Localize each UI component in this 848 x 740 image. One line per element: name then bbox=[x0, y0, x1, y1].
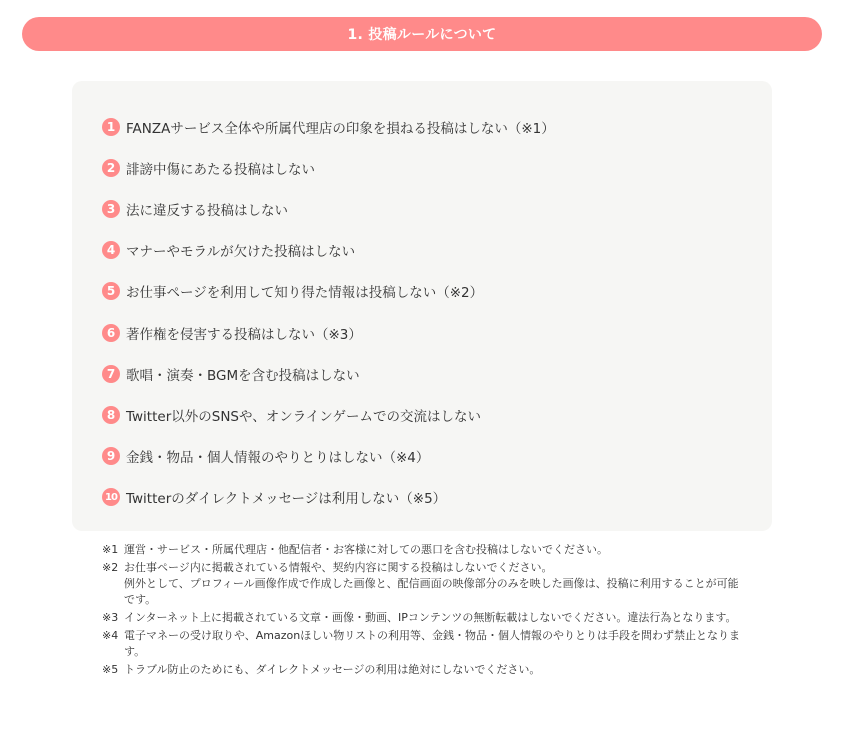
rule-number-badge: 5 bbox=[102, 282, 120, 300]
rule-text: Twitterのダイレクトメッセージは利用しない（※5） bbox=[126, 491, 447, 508]
rule-item bbox=[102, 315, 772, 356]
rule-text: 著作権を侵害する投稿はしない（※3） bbox=[126, 326, 362, 343]
rule-text: マナーやモラルが欠けた投稿はしない bbox=[126, 244, 356, 261]
rule-item bbox=[102, 480, 772, 521]
rule-text: 誹謗中傷にあたる投稿はしない bbox=[126, 161, 315, 178]
rule-number-badge: 7 bbox=[102, 365, 120, 383]
rule-number-badge: 4 bbox=[102, 241, 120, 259]
footnote-body bbox=[124, 628, 742, 660]
footnote-text: インターネット上に掲載されている文章・画像・動画、IPコンテンツの無断転載はしないでください。違法行為となります。 bbox=[124, 611, 737, 624]
footnote bbox=[102, 560, 742, 608]
rule-number-badge: 8 bbox=[102, 406, 120, 424]
footnote-mark: ※2 bbox=[102, 561, 119, 574]
rule-number-badge: 3 bbox=[102, 200, 120, 218]
footnotes bbox=[102, 542, 742, 680]
footnote-text: 運営・サービス・所属代理店・他配信者・お客様に対しての悪口を含む投稿はしないでください。 bbox=[124, 543, 608, 556]
footnote-mark: ※5 bbox=[102, 663, 119, 676]
footnote bbox=[102, 542, 742, 558]
rule-text: 法に違反する投稿はしない bbox=[126, 202, 288, 219]
rule-item bbox=[102, 109, 772, 150]
rule-text: お仕事ページを利用して知り得た情報は投稿しない（※2） bbox=[126, 285, 484, 302]
rule-item bbox=[102, 150, 772, 191]
rule-number-badge: 2 bbox=[102, 159, 120, 177]
rule-text: 金銭・物品・個人情報のやりとりはしない（※4） bbox=[126, 450, 430, 467]
footnote bbox=[102, 628, 742, 660]
rule-text: 歌唱・演奏・BGMを含む投稿はしない bbox=[126, 367, 360, 384]
rule-item bbox=[102, 274, 772, 315]
footnote-body bbox=[124, 662, 742, 678]
footnote-mark: ※4 bbox=[102, 629, 119, 642]
footnote-body bbox=[124, 610, 742, 626]
footnote-text: トラブル防止のためにも、ダイレクトメッセージの利用は絶対にしないでください。 bbox=[124, 663, 541, 676]
rule-item bbox=[102, 191, 772, 232]
rule-text: Twitter以外のSNSや、オンラインゲームでの交流はしない bbox=[126, 408, 482, 425]
footnote-text: お仕事ページ内に掲載されている情報や、契約内容に関する投稿はしないでください。 bbox=[124, 561, 553, 574]
rule-item bbox=[102, 439, 772, 480]
footnote bbox=[102, 662, 742, 678]
rule-item bbox=[102, 356, 772, 397]
rule-item bbox=[102, 233, 772, 274]
footnote-mark: ※3 bbox=[102, 611, 119, 624]
section-title: 1. 投稿ルールについて bbox=[347, 27, 497, 43]
footnote-text: 電子マネーの受け取りや、Amazonほしい物リストの利用等、金銭・物品・個人情報のやりとりは手段を問わず禁止となります。 bbox=[124, 629, 741, 658]
rule-number-badge: 10 bbox=[102, 488, 120, 506]
rule-number-badge: 1 bbox=[102, 118, 120, 136]
section-header bbox=[22, 17, 822, 51]
footnote bbox=[102, 610, 742, 626]
rule-text: FANZAサービス全体や所属代理店の印象を損ねる投稿はしない（※1） bbox=[126, 120, 555, 137]
footnote-text: 例外として、プロフィール画像作成で作成した画像と、配信画面の映像部分のみを映した画像は、投稿に利用することが可能です。 bbox=[124, 577, 739, 606]
footnote-body bbox=[124, 542, 742, 558]
rule-item bbox=[102, 397, 772, 438]
footnote-body bbox=[124, 560, 742, 608]
footnote-mark: ※1 bbox=[102, 543, 119, 556]
rule-number-badge: 6 bbox=[102, 324, 120, 342]
rules-box bbox=[72, 81, 772, 531]
rule-number-badge: 9 bbox=[102, 447, 120, 465]
